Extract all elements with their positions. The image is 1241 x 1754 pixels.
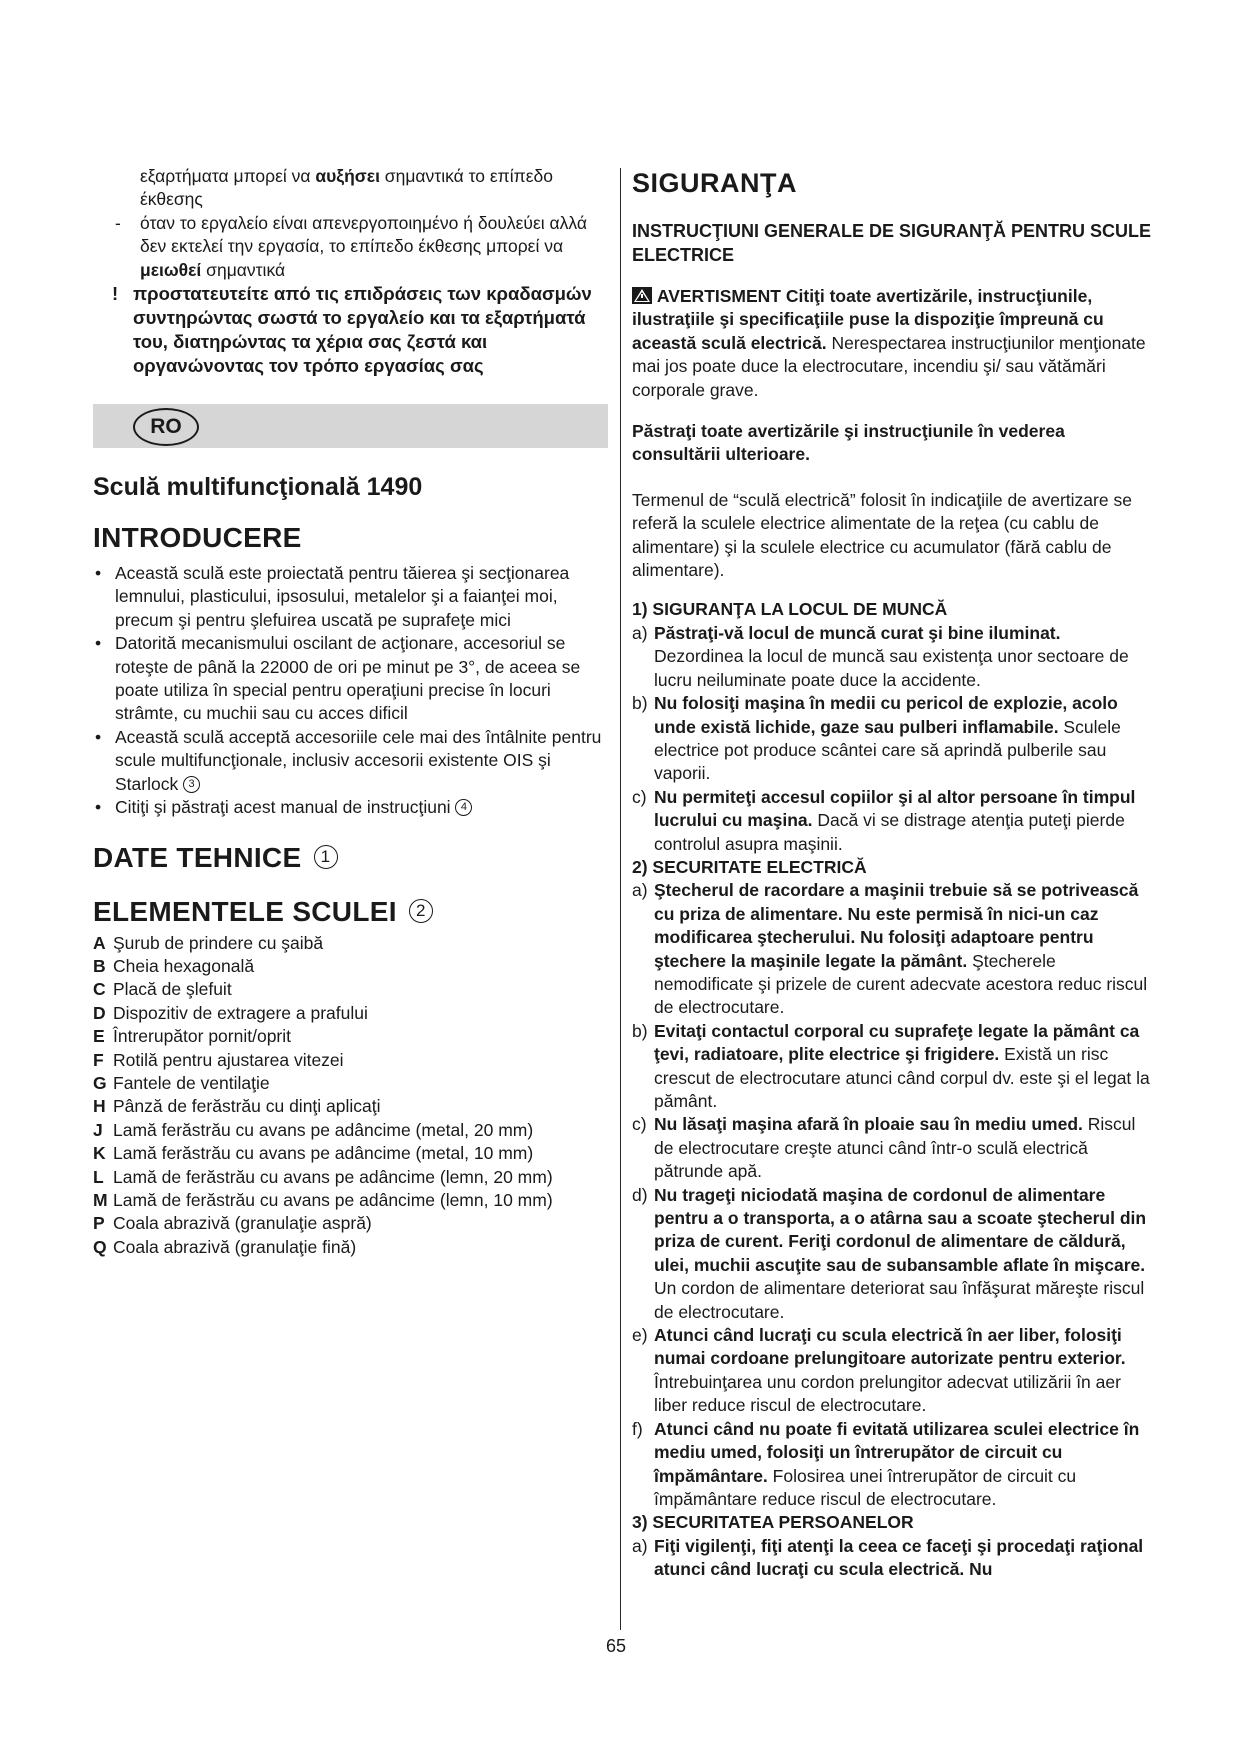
part-letter: A (93, 932, 106, 953)
term-paragraph: Termenul de “sculă electrică” folosit în indicaţiile de avertizare se referă la sculele electrice alimentate de la reţea (cu cablu de alimentare) şi la sculele electrice cu acumulator (fără cablu de alimentare). (632, 489, 1132, 581)
bullet-icon: • (95, 797, 102, 818)
column-divider (620, 168, 621, 1630)
section-heading: 1) SIGURANŢA LA LOCUL DE MUNCĂ (632, 599, 948, 620)
part-item (93, 955, 608, 978)
part-item (93, 1025, 608, 1048)
dash-marker: - (115, 212, 121, 233)
heading-text: ELEMENTELE SCULEI (93, 895, 397, 927)
language-badge: RO (133, 408, 199, 446)
part-letter: J (93, 1119, 103, 1140)
text-bold: Atunci când nu poate fi evitată utilizarea sculei electrice în mediu umed, folosiţi un întrerupător de circuit cu împământare. (654, 1418, 1140, 1486)
left-column (93, 165, 608, 1259)
part-letter: D (93, 1002, 106, 1023)
safety-item (632, 622, 1152, 692)
text-bold: Nu folosiţi maşina în medii cu pericol de explozie, acolo unde există lichide, gaze sau pulberi inflamabile. (654, 693, 1118, 737)
part-label: Lamă ferăstrău cu avans pe adâncime (metal, 20 mm) (113, 1119, 534, 1140)
bullet-icon: • (95, 563, 102, 584)
part-label: Pânză de ferăstrău cu dinţi aplicaţi (113, 1096, 381, 1117)
part-item (93, 1049, 608, 1072)
text: εξαρτήματα μπορεί να (140, 166, 316, 186)
item-marker: a) (632, 1535, 648, 1556)
part-label: Cheia hexagonală (113, 955, 255, 976)
section-items (632, 1535, 1152, 1582)
text-bold: αυξήσει (315, 166, 380, 186)
item-marker: e) (632, 1325, 648, 1346)
greek-dash-item (93, 212, 608, 282)
safety-item (632, 692, 1152, 786)
part-label: Placă de şlefuit (113, 979, 232, 1000)
text: Nerespectarea instrucţiunilor menţionate mai jos poate duce la electrocutare, incendiu şi/ sau vătămări corporale grave. (632, 332, 1146, 400)
text-bold: Păstraţi-vă locul de muncă curat şi bine iluminat. (654, 622, 1061, 643)
tech-heading (93, 842, 608, 874)
text-bold: προστατευτείτε από τις επιδράσεις των κραδασμών συντηρώντας σωστά το εργαλείο και τα εξαρτήματά του, διατηρώντας τα χέρια σας ζεστά και οργανώνοντας τον τρόπο εργασίας σας (133, 283, 592, 377)
part-item (93, 1236, 608, 1259)
part-item (93, 1119, 608, 1142)
section-items (632, 622, 1152, 856)
text: Întrebuinţarea unu cordon prelungitor adecvat utilizării în aer liber reduce riscul de electrocutare. (654, 1371, 1121, 1416)
part-label: Fantele de ventilaţie (113, 1072, 270, 1093)
warning-paragraph (632, 285, 1152, 402)
right-column (632, 165, 1152, 1582)
figure-ref: 2 (409, 899, 433, 923)
text: Un cordon de alimentare deteriorat sau înfăşurat măreşte riscul de electrocutare. (654, 1278, 1145, 1322)
item-marker: a) (632, 880, 648, 901)
bullet-icon: • (95, 726, 102, 747)
greek-paragraph (140, 165, 608, 212)
part-item (93, 1212, 608, 1235)
text: Această sculă acceptă accesoriile cele mai des întâlnite pentru scule multifuncţionale, inclusiv accesorii existente OIS şi Starlock (115, 726, 602, 794)
section-3 (632, 1511, 1152, 1581)
part-letter: Q (93, 1236, 107, 1257)
keep-instructions: Păstraţi toate avertizările şi instrucţiunile în vederea consultării ulterioare. (632, 421, 1065, 465)
part-item (93, 1189, 608, 1212)
text: Citiţi şi păstraţi acest manual de instrucţiuni (115, 797, 456, 818)
part-letter: C (93, 979, 106, 1000)
text-bold: μειωθεί (140, 259, 202, 280)
figure-ref: 4 (455, 799, 472, 816)
safety-item (632, 1184, 1152, 1324)
text-bold: Nu trageţi niciodată maşina de cordonul de alimentare pentru a o transporta, a o atârna sau a scoate ştecherul din priza de curent. Feriţi cordonul de alimentare de căldură, ulei, muchii ascuţite sau de subansamble aflate în mişcare. (654, 1184, 1147, 1275)
part-letter: H (93, 1096, 106, 1117)
part-item (93, 932, 608, 955)
safety-item (632, 879, 1152, 1019)
part-item (93, 1002, 608, 1025)
part-label: Lamă de ferăstrău cu avans pe adâncime (lemn, 10 mm) (113, 1189, 553, 1210)
part-label: Coala abrazivă (granulaţie aspră) (113, 1213, 372, 1234)
text: Ştecherele nemodificate şi prizele de curent adecvate acestora reduc riscul de electrocutare. (654, 950, 1148, 1018)
item-marker: b) (632, 693, 648, 714)
part-item (93, 1166, 608, 1189)
part-item (93, 1072, 608, 1095)
part-letter: E (93, 1026, 105, 1047)
intro-list (93, 562, 608, 819)
text: Datorită mecanismului oscilant de acţionare, accesoriul se roteşte de până la 22000 de ori pe minut pe 3°, de aceea se poate utiliza în special pentru operaţiuni precise în locuri strâmte, cu muchii sau cu acces dificil (115, 633, 581, 724)
safety-item (632, 1324, 1152, 1418)
text-bold: Ştecherul de racordare a maşinii trebuie să se potrivească cu priza de alimentare. Nu este permisă în nici-un caz modificarea ştecherului. Nu folosiţi adaptoare pentru ştechere la maşinile legate la pământ. (654, 880, 1139, 971)
text: Dezordinea la locul de muncă sau existenţa unor sectoare de lucru neiluminate poate duce la accidente. (654, 646, 1129, 690)
text-bold: Nu lăsaţi maşina afară în ploaie sau în mediu umed. (654, 1114, 1083, 1135)
part-label: Întrerupător pornit/oprit (113, 1026, 292, 1047)
item-marker: a) (632, 622, 648, 643)
list-item (93, 632, 608, 726)
greek-warning-item (93, 282, 608, 378)
text-bold: Atunci când lucraţi cu scula electrică în aer liber, folosiţi numai cordoane prelungitoare autorizate pentru exterior. (654, 1325, 1126, 1369)
text: όταν το εργαλείο είναι απενεργοποιημένο ή δουλεύει αλλά δεν εκτελεί την εργασία, το επίπεδο έκθεσης μπορεί να (140, 212, 588, 257)
item-marker: c) (632, 1114, 647, 1135)
section-heading: 2) SECURITATE ELECTRICĂ (632, 856, 867, 877)
part-label: Coala abrazivă (granulaţie fină) (113, 1236, 357, 1257)
safety-title: SIGURANŢA (632, 168, 797, 198)
part-letter: M (93, 1189, 108, 1210)
safety-item (632, 1418, 1152, 1512)
part-label: Şurub de prindere cu şaibă (113, 932, 324, 953)
safety-item (632, 1535, 1152, 1582)
heading-text: DATE TEHNICE (93, 841, 302, 873)
elements-heading (93, 896, 608, 928)
exclamation-marker: ! (112, 283, 119, 305)
part-label: Lamă de ferăstrău cu avans pe adâncime (lemn, 20 mm) (113, 1166, 553, 1187)
text-bold: Evitaţi contactul corporal cu suprafeţe legate la pământ ca ţevi, radiatoare, plite electrice şi frigidere. (654, 1020, 1140, 1065)
text: Această sculă este proiectată pentru tăierea şi secţionarea lemnului, plasticului, ipsosului, metalelor şi a faianţei moi, precum şi pentru şlefuirea uscată pe suprafeţe mici (115, 563, 570, 630)
list-item (93, 562, 608, 632)
safety-item (632, 1113, 1152, 1183)
section-heading: 3) SECURITATEA PERSOANELOR (632, 1512, 914, 1533)
item-marker: f) (632, 1418, 643, 1439)
intro-heading: INTRODUCERE (93, 522, 302, 554)
text-bold: Nu permiteţi accesul copiilor şi al altor persoane în timpul lucrului cu maşina. (654, 786, 1136, 831)
language-bar (93, 404, 608, 448)
item-marker: d) (632, 1184, 648, 1205)
part-letter: P (93, 1213, 105, 1234)
page-number: 65 (606, 1636, 627, 1656)
part-letter: K (93, 1143, 106, 1164)
part-letter: F (93, 1049, 104, 1070)
part-label: Dispozitiv de extragere a prafului (113, 1002, 368, 1023)
text: σημαντικά (201, 259, 286, 280)
text-bold: AVERTISMENT Citiţi toate avertizările, instrucţiunile, ilustraţiile şi specificaţiile puse la dispoziţie împreună cu această sculă electrică. (632, 286, 1104, 353)
section-items (632, 879, 1152, 1511)
text: Folosirea unei întrerupător de circuit cu împământare reduce riscul de electrocutare. (654, 1465, 1077, 1509)
item-marker: c) (632, 786, 647, 807)
safety-subtitle: INSTRUCŢIUNI GENERALE DE SIGURANŢĂ PENTRU SCULE ELECTRICE (632, 221, 1152, 265)
list-item (93, 796, 608, 819)
text: Riscul de electrocutare creşte atunci când într-o sculă electrică pătrunde apă. (654, 1114, 1136, 1182)
item-marker: b) (632, 1020, 648, 1041)
safety-item (632, 1020, 1152, 1114)
part-item (93, 1142, 608, 1165)
part-item (93, 1095, 608, 1118)
section-2 (632, 856, 1152, 1511)
section-1 (632, 598, 1152, 855)
text: Dacă vi se distrage atenţia puteţi pierde controlul asupra maşinii. (654, 810, 1125, 854)
text-bold: Fiţi vigilenţi, fiţi atenţi la ceea ce faceţi şi procedaţi raţional atunci când lucraţi cu scula electrică. Nu (654, 1535, 1144, 1580)
part-label: Lamă ferăstrău cu avans pe adâncime (metal, 10 mm) (113, 1143, 534, 1164)
list-item (93, 726, 608, 796)
text: Există un risc crescut de electrocutare atunci când corpul dv. este şi el legat la pământ. (654, 1044, 1150, 1111)
text: Sculele electrice pot produce scântei care să aprindă pulberile sau vaporii. (654, 716, 1121, 784)
warning-icon (632, 287, 652, 304)
part-label: Rotilă pentru ajustarea vitezei (113, 1049, 344, 1070)
parts-list (93, 932, 608, 1260)
figure-ref: 3 (183, 776, 200, 793)
part-item (93, 978, 608, 1001)
figure-ref: 1 (314, 845, 338, 869)
text: σημαντικά το επίπεδο έκθεσης (140, 166, 553, 210)
safety-item (632, 786, 1152, 856)
product-title: Sculă multifuncţională 1490 (93, 473, 423, 502)
bullet-icon: • (95, 633, 102, 654)
part-letter: L (93, 1166, 104, 1187)
part-letter: B (93, 955, 106, 976)
part-letter: G (93, 1072, 107, 1093)
